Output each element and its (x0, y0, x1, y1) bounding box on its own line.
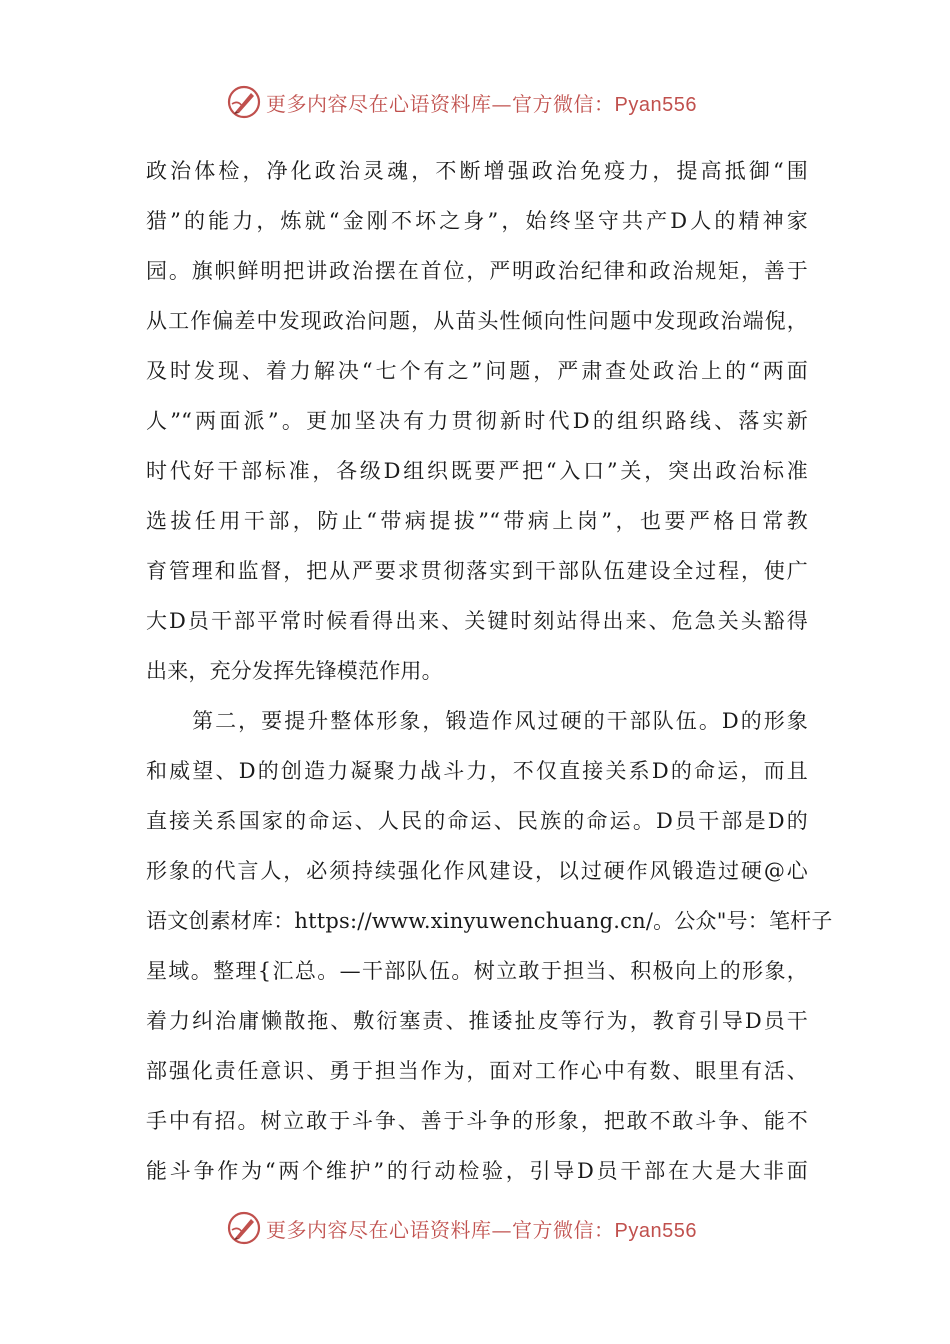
text-line: 出来，充分发挥先锋模范作用。 (146, 659, 443, 683)
header-banner-text: 更多内容尽在心语资料库—官方微信：Pyan556 (266, 91, 697, 116)
pen-logo-icon (226, 84, 262, 120)
document-body (146, 146, 833, 1196)
text-line: 形象的代言人，必须持续强化作风建设，以过硬作风锻造过硬@心 (146, 859, 808, 883)
text-line: 大D员干部平常时候看得出来、关键时刻站得出来、危急关头豁得 (146, 609, 808, 633)
text-line: 能斗争作为“两个维护”的行动检验，引导D员干部在大是大非面 (146, 1159, 808, 1183)
text-line: 星域。整理{汇总。—干部队伍。树立敢于担当、积极向上的形象， (146, 959, 808, 983)
text-line: 语文创素材库：https://www.xinyuwenchuang.cn/。公众"号：笔杆子 (146, 909, 833, 933)
text-line: 和威望、D的创造力凝聚力战斗力，不仅直接关系D的命运，而且 (146, 759, 808, 783)
text-line: 园。旗帜鲜明把讲政治摆在首位，严明政治纪律和政治规矩，善于 (146, 259, 808, 283)
footer-wechat-id: Pyan556 (614, 1219, 697, 1242)
text-line: 政治体检，净化政治灵魂，不断增强政治免疫力，提高抵御“围 (146, 159, 808, 183)
text-line: 人”“两面派”。更加坚决有力贯彻新时代D的组织路线、落实新 (146, 409, 808, 433)
text-line: 着力纠治庸懒散拖、敷衍塞责、推诿扯皮等行为，教育引导D员干 (146, 1009, 808, 1033)
text-line: 从工作偏差中发现政治问题，从苗头性倾向性问题中发现政治端倪， (146, 309, 808, 333)
text-line: 猎”的能力，炼就“金刚不坏之身”，始终坚守共产D人的精神家 (146, 209, 808, 233)
text-line: 手中有招。树立敢于斗争、善于斗争的形象，把敢不敢斗争、能不 (146, 1109, 808, 1133)
footer-banner (226, 1208, 746, 1248)
text-line: 育管理和监督，把从严要求贯彻落实到干部队伍建设全过程，使广 (146, 559, 808, 583)
text-line: 直接关系国家的命运、人民的命运、民族的命运。D员干部是D的 (146, 809, 808, 833)
header-wechat-id: Pyan556 (614, 93, 697, 116)
text-line: 及时发现、着力解决“七个有之”问题，严肃查处政治上的“两面 (146, 359, 808, 383)
pen-logo-icon (226, 1210, 262, 1246)
header-banner (226, 82, 746, 122)
text-line: 时代好干部标准，各级D组织既要严把“入口”关，突出政治标准 (146, 459, 808, 483)
text-line: 部强化责任意识、勇于担当作为，面对工作心中有数、眼里有活、 (146, 1059, 808, 1083)
text-line: 第二，要提升整体形象，锻造作风过硬的干部队伍。D的形象 (146, 709, 808, 733)
text-line: 选拔任用干部，防止“带病提拔”“带病上岗”，也要严格日常教 (146, 509, 808, 533)
footer-banner-text: 更多内容尽在心语资料库—官方微信：Pyan556 (266, 1217, 697, 1242)
